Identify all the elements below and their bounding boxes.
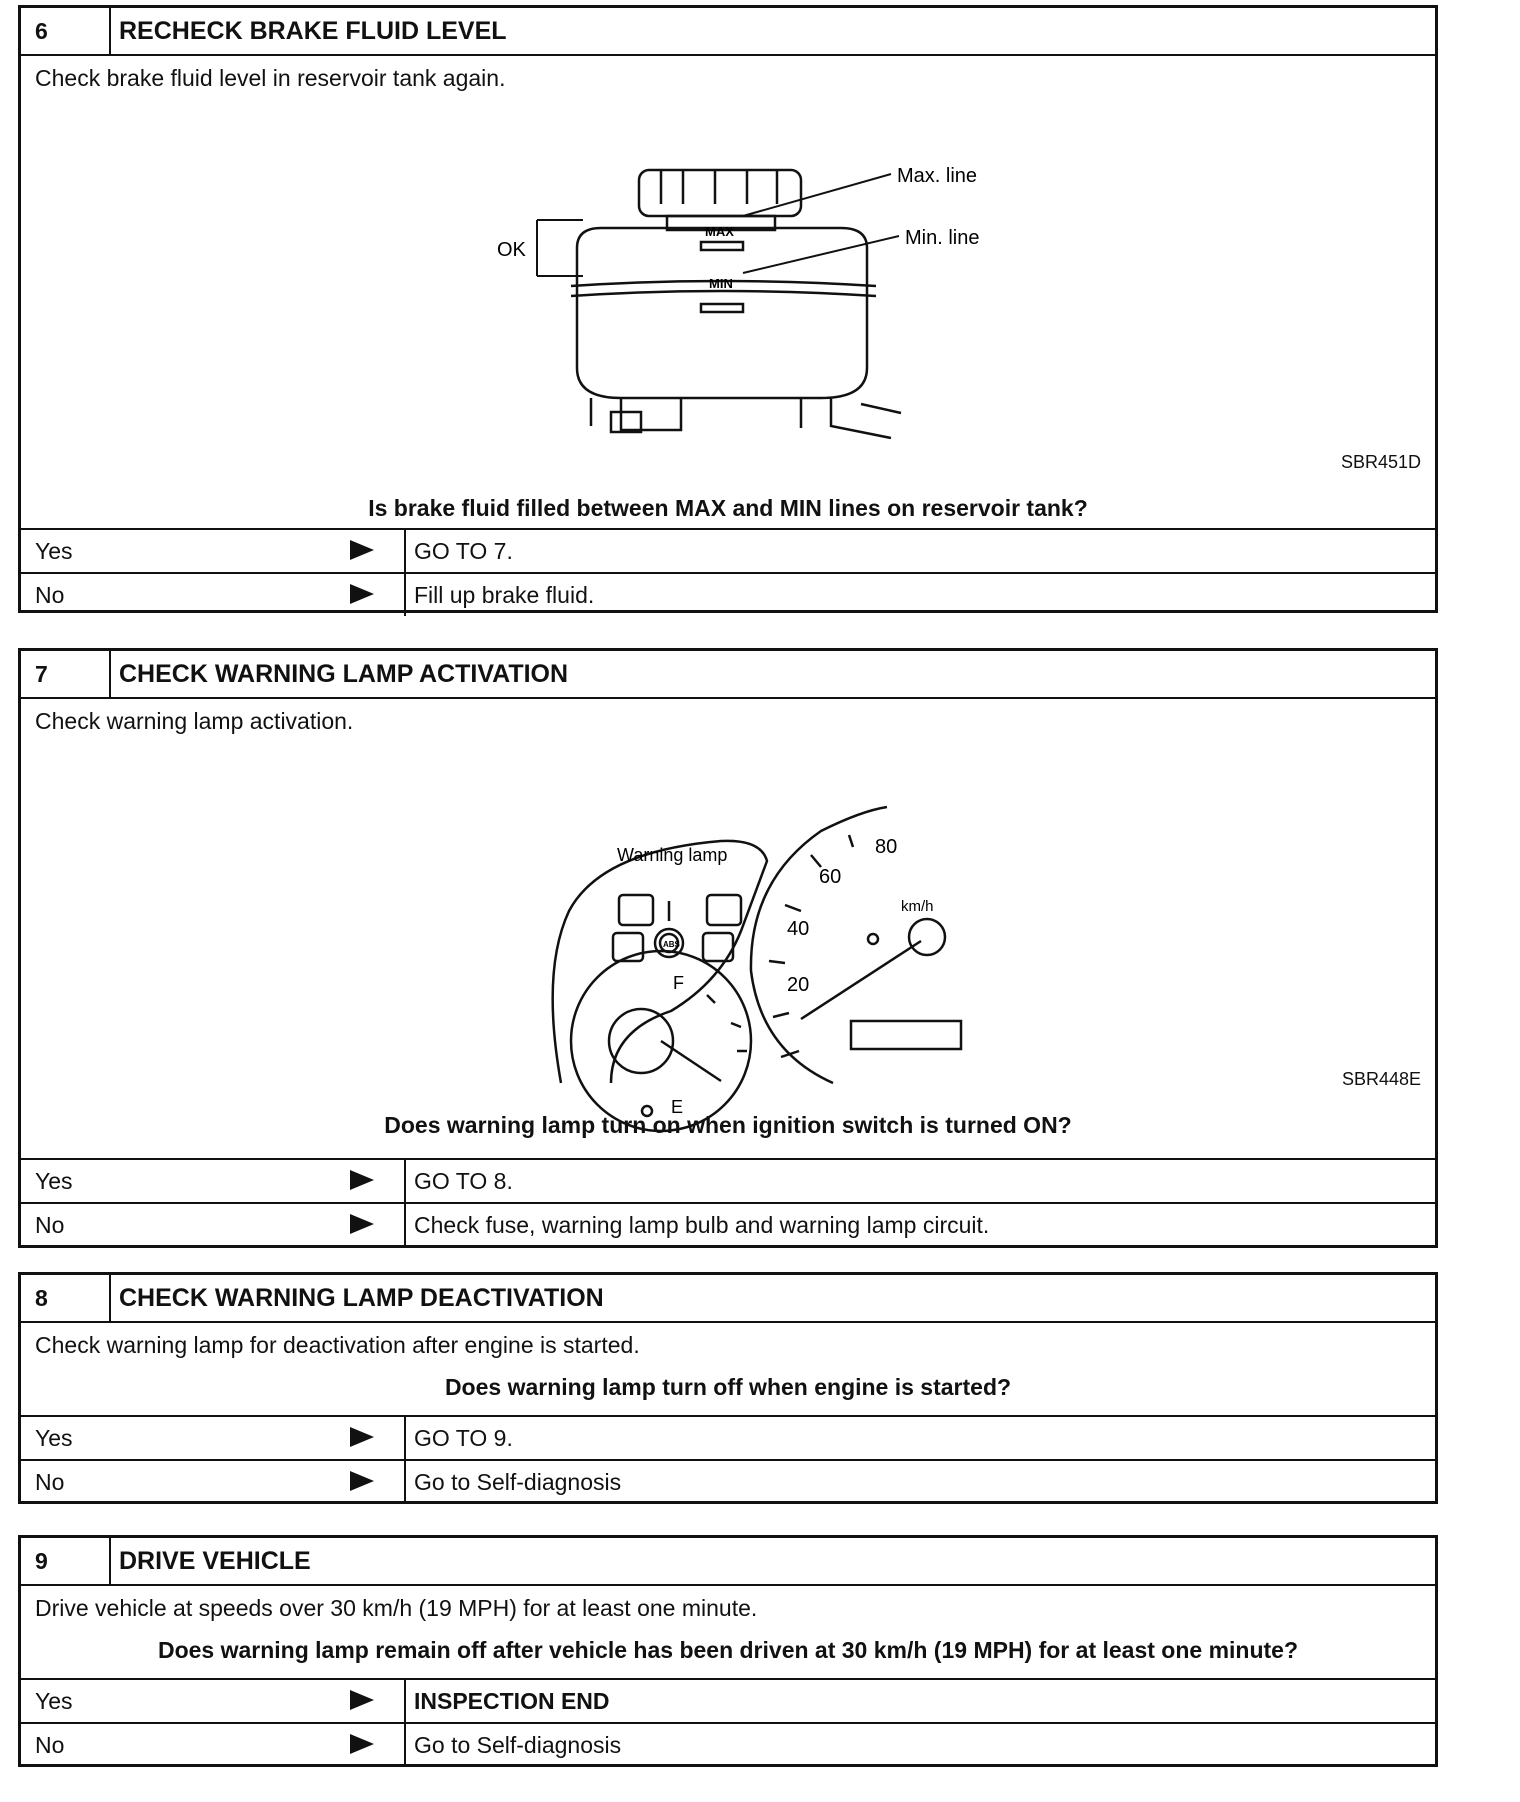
unit-label: km/h [901,898,934,915]
cluster-pod [553,841,767,1083]
arrow-right-icon [350,584,374,604]
min-line-label: Min. line [905,227,980,249]
arrow-right-icon [350,1734,374,1754]
abs-text: ABS [663,940,680,949]
reservoir-body [571,228,901,438]
answer-action: GO TO 7. [414,537,513,564]
step-8 [18,1272,1438,1504]
arrow-right-icon [350,1170,374,1190]
answer-row-no[interactable] [21,572,1435,616]
max-leader [743,174,891,216]
odometer-window [851,1021,961,1049]
step-9 [18,1535,1438,1767]
scale-20: 20 [787,974,810,996]
answer-label: Yes [21,1680,406,1722]
step-title: CHECK WARNING LAMP ACTIVATION [119,659,569,688]
step-question: Does warning lamp turn on when ignition switch is turned ON? [384,1112,1072,1138]
answer-action: Go to Self-diagnosis [414,1731,622,1758]
answer-row-yes[interactable] [21,1678,1435,1722]
step-number: 8 [21,1275,111,1321]
step-title: DRIVE VEHICLE [119,1546,311,1575]
step-instruction: Check brake fluid level in reservoir tank again. [35,65,506,91]
speedometer-dial [751,807,887,1083]
step-question: Is brake fluid filled between MAX and MIN lines on reservoir tank? [368,495,1088,521]
max-line-label: Max. line [897,165,978,187]
indicator-box [707,895,741,925]
answer-action: INSPECTION END [414,1687,610,1714]
answer-action: GO TO 9. [414,1424,513,1451]
arrow-right-icon [350,1471,374,1491]
answer-row-no[interactable] [21,1722,1435,1766]
step-title: CHECK WARNING LAMP DEACTIVATION [119,1283,604,1312]
fuel-f-label: F [673,973,684,993]
scale-40: 40 [787,918,810,940]
answer-action: Fill up brake fluid. [414,581,595,608]
figure-ref: SBR451D [1340,452,1421,472]
min-leader [743,236,899,273]
answer-label: Yes [21,1160,406,1202]
speed-needle [801,941,921,1019]
step-instruction: Check warning lamp activation. [35,708,354,734]
step-number: 6 [21,8,111,54]
warning-lamp-figure [21,751,1435,1117]
step-title: RECHECK BRAKE FLUID LEVEL [119,16,507,45]
brake-reservoir-figure [21,108,1435,438]
answer-row-yes[interactable] [21,1158,1435,1202]
warning-lamp-label: Warning lamp [617,845,728,865]
answer-label: Yes [21,1417,406,1459]
step-header [21,1275,1435,1323]
answer-row-no[interactable] [21,1459,1435,1503]
answer-action: GO TO 8. [414,1167,513,1194]
scale-60: 60 [819,866,842,888]
max-mark: MAX [705,224,734,239]
fuel-e-label: E [671,1097,684,1117]
reservoir-cap [639,170,801,230]
scale-80: 80 [875,836,898,858]
step-number: 7 [21,651,111,697]
step-header [21,1538,1435,1586]
ok-label: OK [497,239,526,261]
arrow-right-icon [350,1690,374,1710]
step-7 [18,648,1438,1248]
arrow-right-icon [350,1427,374,1447]
min-mark: MIN [709,276,733,291]
arrow-right-icon [350,1214,374,1234]
step-question: Does warning lamp turn off when engine is started? [444,1374,1012,1400]
step-6 [18,5,1438,613]
answer-action: Check fuse, warning lamp bulb and warning lamp circuit. [414,1211,990,1238]
step-header [21,8,1435,56]
indicator-box [619,895,653,925]
step-instruction: Check warning lamp for deactivation after engine is started. [35,1332,640,1358]
answer-row-no[interactable] [21,1202,1435,1246]
step-header [21,651,1435,699]
arrow-right-icon [350,540,374,560]
figure-ref: SBR448E [1341,1069,1421,1089]
answer-row-yes[interactable] [21,528,1435,572]
answer-label: No [21,1461,406,1503]
answer-label: No [21,574,406,616]
answer-action: Go to Self-diagnosis [414,1468,622,1495]
step-number: 9 [21,1538,111,1584]
answer-label: No [21,1204,406,1246]
answer-label: Yes [21,530,406,572]
step-question: Does warning lamp remain off after vehicle has been driven at 30 km/h (19 MPH) for at least one minute? [157,1637,1299,1663]
answer-label: No [21,1724,406,1766]
answer-row-yes[interactable] [21,1415,1435,1459]
step-instruction: Drive vehicle at speeds over 30 km/h (19 MPH) for at least one minute. [35,1595,758,1621]
